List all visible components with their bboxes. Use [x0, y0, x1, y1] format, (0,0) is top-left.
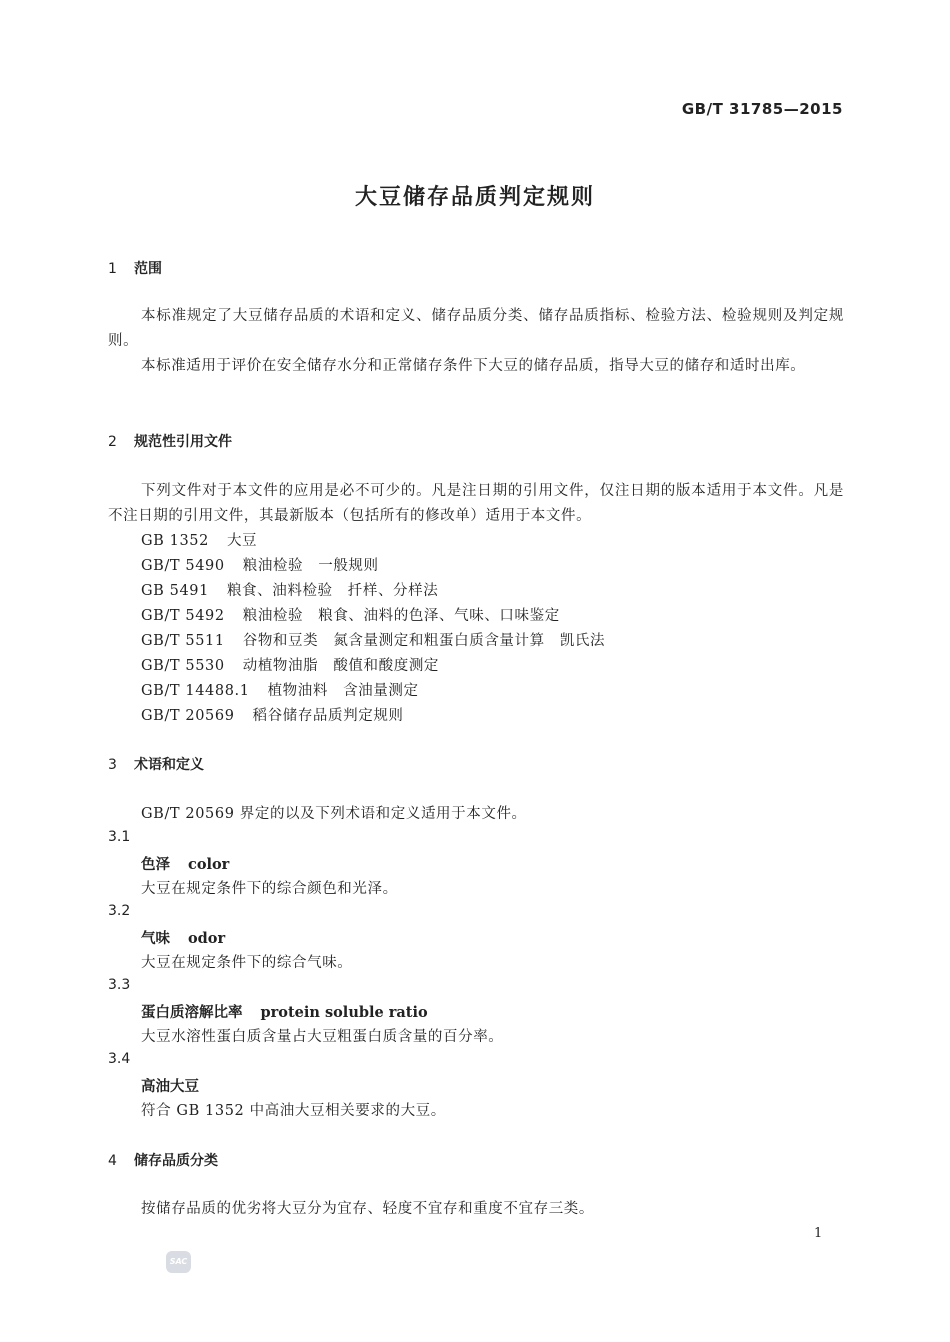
section-1-paragraph-2: 本标准适用于评价在安全储存水分和正常储存条件下大豆的储存品质，指导大豆的储存和适时出库。	[141, 358, 806, 374]
section-2-paragraph-1: 下列文件对于本文件的应用是必不可少的。凡是注日期的引用文件，仅注日期的版本适用于本文件。凡是不注日期的引用文件，其最新版本（包括所有的修改单）适用于本文件。	[108, 483, 844, 524]
clause-number: 3.2	[108, 903, 131, 919]
standard-number: GB/T 31785—2015	[681, 100, 843, 118]
term-zh: 蛋白质溶解比率	[141, 1004, 243, 1021]
term-zh: 色泽	[141, 856, 170, 873]
term-heading	[141, 1075, 199, 1096]
reference-title: 大豆	[226, 533, 258, 549]
reference-title: 粮油检验 一般规则	[242, 558, 379, 574]
section-1-heading	[108, 258, 162, 278]
page-number: 1	[814, 1226, 823, 1241]
reference-title: 粮油检验 粮食、油料的色泽、气味、口味鉴定	[242, 608, 560, 624]
section-title: 规范性引用文件	[134, 434, 232, 450]
clause-number: 3.3	[108, 977, 131, 993]
section-4-heading	[108, 1150, 218, 1170]
reference-code: GB 5491	[141, 583, 209, 599]
reference-title: 谷物和豆类 氮含量测定和粗蛋白质含量计算 凯氏法	[242, 633, 606, 649]
section-number: 1	[108, 261, 117, 277]
clause-number: 3.1	[108, 829, 131, 845]
clause-number: 3.4	[108, 1051, 131, 1067]
term-en: protein soluble ratio	[260, 1004, 428, 1021]
term-definition: 大豆水溶性蛋白质含量占大豆粗蛋白质含量的百分率。	[141, 1029, 504, 1045]
reference-item	[141, 529, 257, 550]
reference-code: GB/T 5511	[141, 633, 225, 649]
section-number: 4	[108, 1153, 117, 1169]
term-zh: 高油大豆	[141, 1078, 199, 1095]
reference-item	[141, 604, 560, 625]
sac-logo: SAC	[166, 1251, 191, 1273]
section-title: 术语和定义	[134, 757, 204, 773]
section-3-heading	[108, 754, 204, 774]
reference-code: GB/T 14488.1	[141, 683, 250, 699]
term-zh: 气味	[141, 930, 170, 947]
term-definition: 大豆在规定条件下的综合颜色和光泽。	[141, 881, 398, 897]
term-definition: 大豆在规定条件下的综合气味。	[141, 955, 353, 971]
section-4-paragraph-1: 按储存品质的优劣将大豆分为宜存、轻度不宜存和重度不宜存三类。	[141, 1201, 594, 1217]
reference-title: 稻谷储存品质判定规则	[252, 708, 404, 724]
reference-title: 动植物油脂 酸值和酸度测定	[242, 658, 440, 674]
term-en: odor	[188, 930, 226, 947]
reference-item	[141, 579, 438, 600]
reference-item	[141, 554, 379, 575]
term-en: color	[188, 856, 230, 873]
reference-item	[141, 654, 439, 675]
section-2-heading	[108, 431, 232, 451]
term-heading	[141, 927, 225, 948]
section-3-paragraph-1: GB/T 20569 界定的以及下列术语和定义适用于本文件。	[141, 806, 527, 822]
reference-code: GB/T 5492	[141, 608, 225, 624]
reference-title: 粮食、油料检验 扦样、分样法	[226, 583, 439, 599]
reference-code: GB/T 5490	[141, 558, 225, 574]
section-number: 3	[108, 757, 117, 773]
section-number: 2	[108, 434, 117, 450]
reference-item	[141, 679, 419, 700]
section-title: 储存品质分类	[134, 1153, 218, 1169]
section-1-paragraph-1: 本标准规定了大豆储存品质的术语和定义、储存品质分类、储存品质指标、检验方法、检验规则及判定规则。	[108, 308, 844, 349]
reference-item	[141, 704, 404, 725]
reference-title: 植物油料 含油量测定	[267, 683, 419, 699]
section-title: 范围	[134, 261, 162, 277]
reference-code: GB 1352	[141, 533, 209, 549]
term-definition: 符合 GB 1352 中高油大豆相关要求的大豆。	[141, 1103, 446, 1119]
reference-item	[141, 629, 605, 650]
reference-code: GB/T 20569	[141, 708, 235, 724]
document-title: 大豆储存品质判定规则	[354, 185, 595, 210]
term-heading	[141, 1001, 428, 1022]
term-heading	[141, 853, 229, 874]
reference-code: GB/T 5530	[141, 658, 225, 674]
